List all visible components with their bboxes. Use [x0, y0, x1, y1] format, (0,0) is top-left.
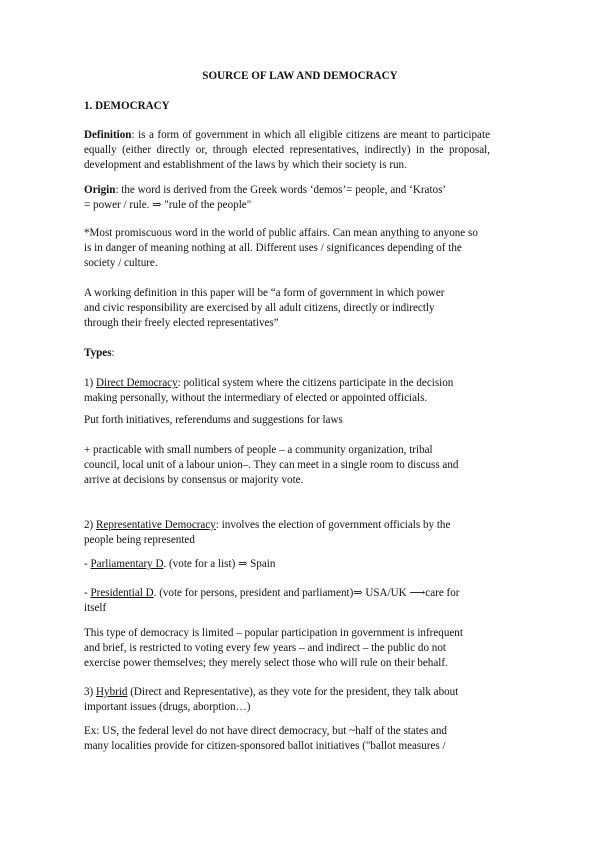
- example-line2: many localities provide for citizen-sponsored ballot initiatives ("ballot measures /: [84, 740, 446, 753]
- definition-paragraph: [84, 128, 490, 174]
- example-paragraph: [84, 724, 490, 754]
- presidential-label: Presidential D: [90, 587, 154, 599]
- limited-line1: This type of democracy is limited – popular participation in government is infrequent: [84, 627, 463, 639]
- presidential-line1: . (vote for persons, president and parliament)⇒ USA/UK ⟶care for: [153, 587, 460, 599]
- practicable-line3: arrive at decisions by consensus or majority vote.: [84, 474, 304, 487]
- presidential-paragraph: [84, 586, 490, 616]
- working-definition-paragraph: [84, 286, 490, 332]
- types-heading: [84, 346, 490, 361]
- hybrid-label: Hybrid: [96, 686, 128, 698]
- practicable-paragraph: [84, 443, 490, 489]
- limited-line2: and brief, is restricted to voting every few years – and indirect – the public do not: [84, 642, 446, 655]
- promiscuous-line2: is in danger of meaning nothing at all. Different uses / significances depending of the: [84, 242, 462, 255]
- direct-line2: making personally, without the intermediary of elected or appointed officials.: [84, 392, 428, 405]
- working-definition-line1: A working definition in this paper will be “a form of government in which power: [84, 287, 445, 299]
- parliamentary-paragraph: [84, 557, 490, 572]
- initiatives-paragraph: Put forth initiatives, referendums and suggestions for laws: [84, 414, 343, 426]
- origin-label: Origin: [84, 184, 116, 196]
- origin-paragraph: [84, 183, 490, 213]
- promiscuous-line3: society / culture.: [84, 257, 158, 270]
- representative-prefix: 2): [84, 519, 97, 531]
- representative-line2: people being represented: [84, 534, 195, 547]
- direct-line1: : political system where the citizens participate in the decision: [177, 377, 454, 389]
- representative-democracy-label: Representative Democracy: [96, 519, 216, 531]
- origin-text-line1: : the word is derived from the Greek words ‘demos’= people, and ‘Kratos’: [115, 184, 447, 196]
- definition-text: : is a form of government in which all eligible citizens are meant to participate equally (either directly or, through elected representatives, indirectly) in the proposal, development and establishment of the laws by which their society is run.: [84, 129, 490, 172]
- direct-democracy-paragraph: [84, 376, 490, 406]
- hybrid-line1: (Direct and Representative), as they vote for the president, they talk about: [127, 686, 459, 698]
- practicable-line1: + practicable with small numbers of people – a community organization, tribal: [84, 444, 433, 456]
- working-definition-line2: and civic responsibility are exercised by all adult citizens, directly or indirectly: [84, 302, 435, 315]
- direct-democracy-label: Direct Democracy: [96, 377, 178, 389]
- representative-democracy-paragraph: [84, 518, 490, 548]
- parliamentary-prefix: -: [84, 558, 91, 570]
- parliamentary-label: Parliamentary D: [90, 558, 164, 570]
- direct-prefix: 1): [84, 377, 97, 389]
- types-label: Types: [84, 347, 112, 359]
- parliamentary-text: . (vote for a list) ⇒ Spain: [163, 558, 276, 570]
- presidential-line2: itself: [84, 602, 107, 615]
- origin-text-line2: = power / rule. ⇒ "rule of the people": [84, 199, 252, 212]
- presidential-prefix: -: [84, 587, 91, 599]
- working-definition-line3: through their freely elected representatives”: [84, 317, 279, 330]
- practicable-line2: council, local unit of a labour union–. They can meet in a single room to discuss and: [84, 459, 459, 472]
- representative-line1: : involves the election of government officials by the: [215, 519, 451, 531]
- promiscuous-paragraph: [84, 226, 490, 272]
- types-colon: :: [111, 347, 115, 359]
- promiscuous-line1: *Most promiscuous word in the world of public affairs. Can mean anything to anyone so: [84, 227, 478, 239]
- limited-paragraph: [84, 626, 490, 672]
- hybrid-prefix: 3): [84, 686, 97, 698]
- section-heading: 1. DEMOCRACY: [84, 100, 170, 112]
- document-title: SOURCE OF LAW AND DEMOCRACY: [202, 70, 398, 82]
- example-line1: Ex: US, the federal level do not have direct democracy, but ~half of the states and: [84, 725, 447, 737]
- hybrid-line2: important issues (drugs, aborption…): [84, 701, 251, 714]
- definition-label: Definition: [84, 129, 132, 141]
- limited-line3: exercise power themselves; they merely select those who will rule on their behalf.: [84, 657, 448, 670]
- hybrid-paragraph: [84, 685, 490, 715]
